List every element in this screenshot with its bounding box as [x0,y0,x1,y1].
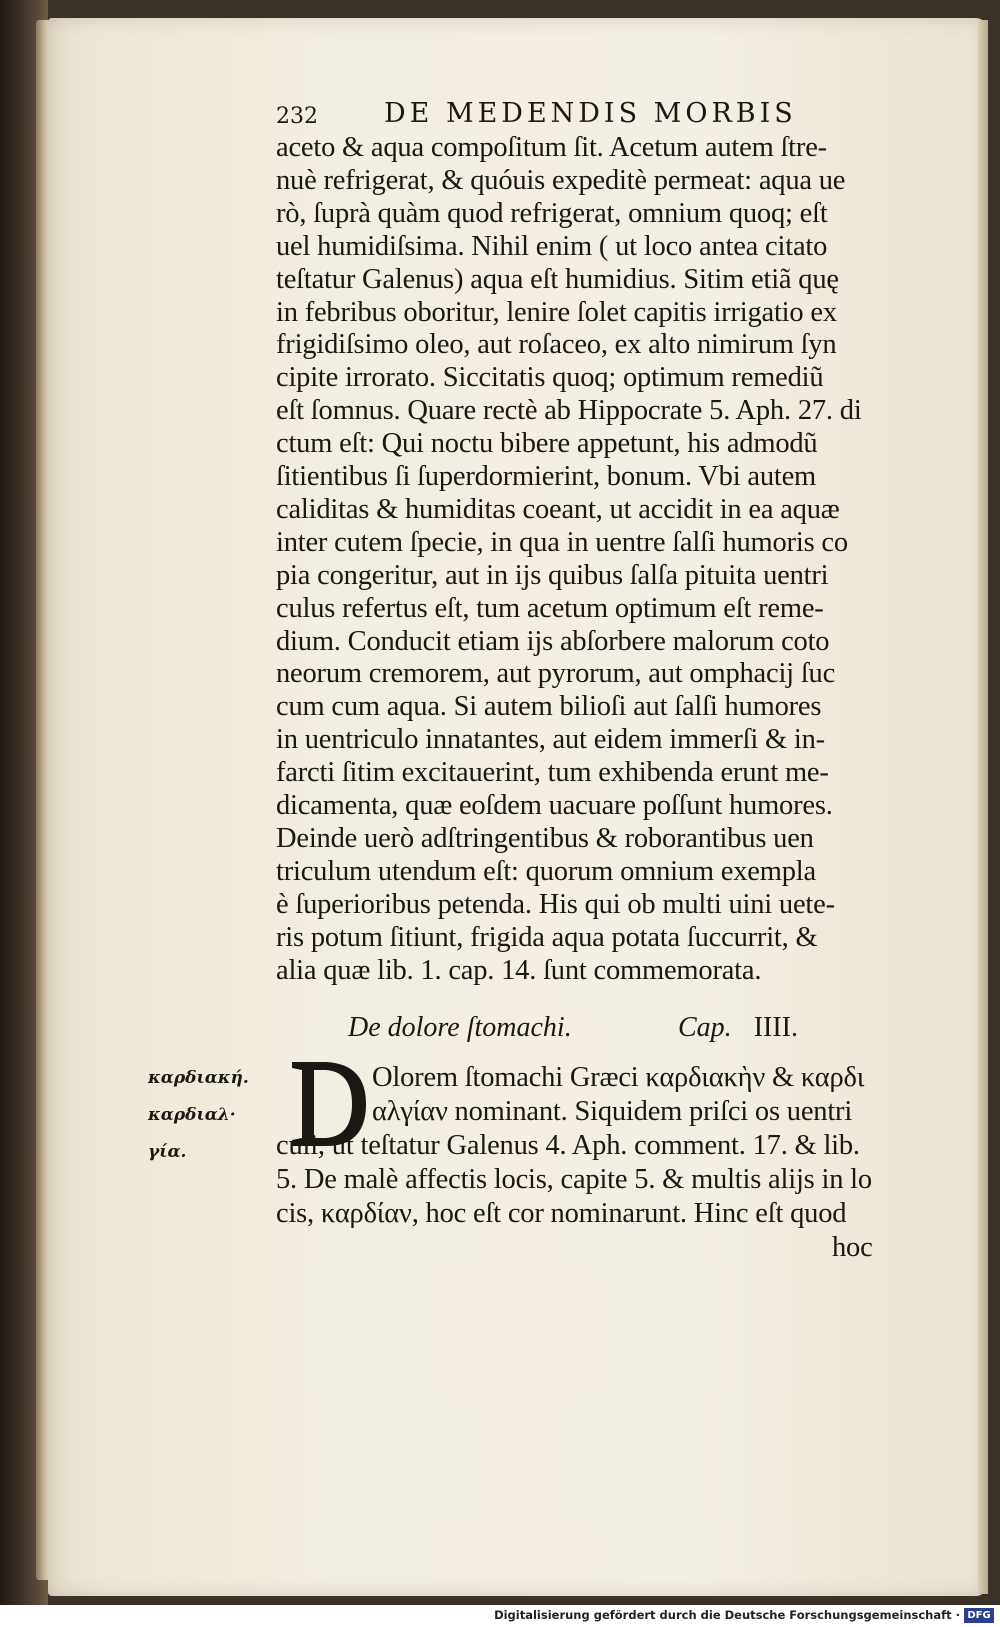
footer [0,1605,1000,1627]
text-line: dium. Conducit etiam ijs abſorbere malorum coto [276,625,830,657]
running-title: DE MEDENDIS MORBIS [384,98,797,129]
text-line: dicamenta, quæ eoſdem uacuare poſſunt humores. [276,790,833,821]
margin-note: καρδιακή. [148,1068,249,1088]
chapter-line: Olorem ſtomachi Græci καρδιακὴν & καρδι [372,1062,865,1093]
dfg-logo: DFG [964,1608,994,1623]
text-line: triculum utendum eſt: quorum omnium exempla [276,855,816,887]
chapter-line: 5. De malè affectis locis, capite 5. & multis alijs in lo [276,1164,872,1195]
page-number: 232 [276,104,318,129]
text-line: culus refertus eſt, tum acetum optimum eſt reme- [276,592,824,624]
text-line: rò, ſuprà quàm quod refrigerat, omnium quoq; eſt [276,197,828,229]
cap-number: IIII. [753,1012,798,1043]
text-line: ſitientibus ſi ſuperdormierint, bonum. Vbi autem [276,461,817,492]
chapter-line: αλγίαν nominant. Siquidem priſci os uentri [372,1096,853,1127]
text-line: ctum eſt: Qui noctu bibere appetunt, his admodũ [276,428,818,460]
text-line: aceto & aqua compoſitum ſit. Acetum autem ſtre- [276,132,827,163]
text-line: pia congeritur, aut in ijs quibus ſalſa pituita uentri [276,559,829,591]
text-line: teſtatur Galenus) aqua eſt humidius. Sitim etiã quę [276,263,839,295]
text-line: Deinde uerò adſtringentibus & roborantibus uen [276,822,814,854]
text-line: in uentriculo innatantes, aut eidem immerſi & in- [276,724,825,756]
chapter-heading: De dolore ſtomachi. [348,1012,572,1043]
cap-label: Cap. [678,1012,732,1043]
chapter-line: culi, ut teſtatur Galenus 4. Aph. comment. 17. & lib. [276,1130,860,1161]
margin-note: καρδιαλ· [148,1105,236,1125]
chapter-label [678,1012,798,1044]
footer-credit: Digitalisierung gefördert durch die Deutsche Forschungsgemeinschaft · [494,1608,960,1622]
page-edge [978,20,988,1594]
text-line: nuè refrigerat, & quóuis expeditè permeat: aqua ue [276,164,846,196]
text-line: cum cum aqua. Si autem bilioſi aut ſalſi humores [276,691,822,723]
text-line: ris potum ſitiunt, frigida aqua potata ſuccurrit, & [276,921,818,953]
text-line: caliditas & humiditas coeant, ut accidit in ea aquæ [276,493,840,525]
text-line: cipite irrorato. Siccitatis quoq; optimum remediũ [276,362,824,394]
text-line: eſt ſomnus. Quare rectè ab Hippocrate 5. Aph. 27. di [276,395,862,427]
margin-note: γία. [148,1142,187,1162]
text-line: neorum cremorem, aut pyrorum, aut omphacij ſuc [276,658,836,690]
text-line: inter cutem ſpecie, in qua in uentre ſalſi humoris co [276,526,848,558]
text-line: alia quæ lib. 1. cap. 14. ſunt commemorata. [276,954,762,986]
text-line: è ſuperioribus petenda. His qui ob multi uini uete- [276,888,835,920]
text-line: uel humidiſsima. Nihil enim ( ut loco antea citato [276,230,828,262]
text-line: in febribus oboritur, lenire ſolet capitis irrigatio ex [276,296,837,328]
chapter-line: hoc [832,1232,873,1263]
text-line: frigidiſsimo oleo, aut roſaceo, ex alto nimirum ſyn [276,329,837,361]
text-line: farcti ſitim excitauerint, tum exhibenda erunt me- [276,757,829,789]
chapter-line: cis, καρδίαν, hoc eſt cor nominarunt. Hinc eſt quod [276,1198,847,1229]
